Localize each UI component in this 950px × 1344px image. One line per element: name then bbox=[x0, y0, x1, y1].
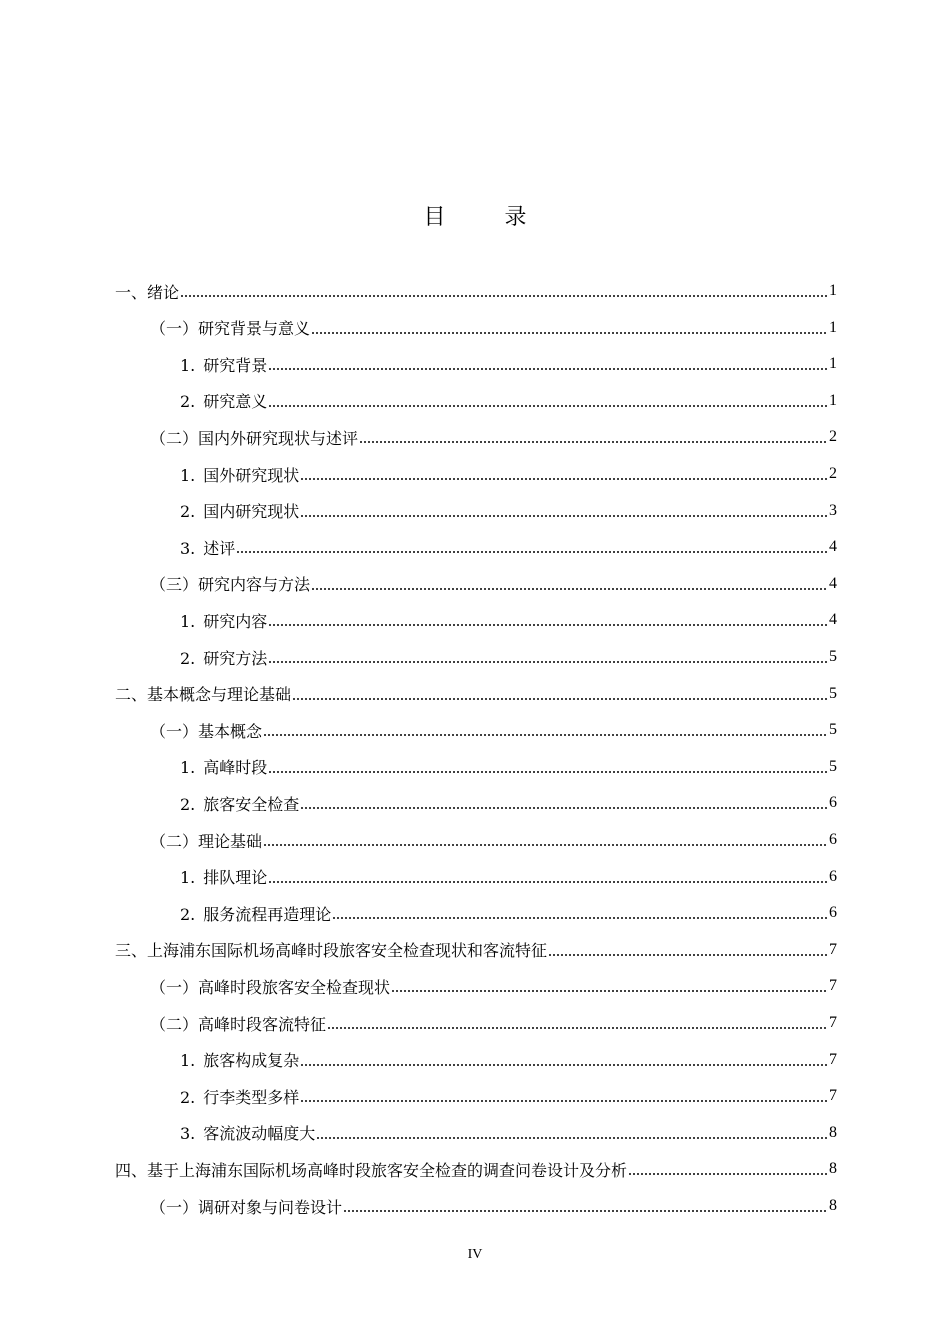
toc-entry-text: （三）研究内容与方法 bbox=[150, 575, 311, 595]
dot-leader bbox=[343, 1203, 828, 1213]
toc-entry-text: 行李类型多样 bbox=[203, 1087, 300, 1107]
toc-entry-number: 1. bbox=[180, 611, 196, 631]
page-title: 目 录 bbox=[423, 205, 553, 230]
dot-leader bbox=[332, 910, 828, 920]
dot-leader bbox=[311, 325, 828, 335]
toc-entry-label bbox=[180, 646, 267, 669]
dot-leader bbox=[268, 398, 828, 408]
toc-entry-page: 5 bbox=[829, 684, 837, 702]
dot-leader bbox=[268, 764, 828, 774]
toc-entry[interactable] bbox=[180, 1078, 837, 1114]
toc-entry-label bbox=[180, 902, 331, 925]
toc-entry[interactable] bbox=[180, 383, 837, 419]
toc-entry[interactable] bbox=[180, 1115, 837, 1151]
toc-entry[interactable] bbox=[150, 1005, 837, 1041]
toc-entry-page: 1 bbox=[829, 318, 837, 336]
toc-entry-label bbox=[180, 353, 267, 376]
toc-entry-text: 研究意义 bbox=[203, 392, 268, 412]
toc-entry[interactable] bbox=[180, 456, 837, 492]
toc-entry[interactable] bbox=[115, 273, 837, 309]
toc-entry-page: 6 bbox=[829, 867, 837, 885]
toc-entry[interactable] bbox=[150, 712, 837, 748]
toc-entry-page: 3 bbox=[829, 501, 837, 519]
dot-leader bbox=[300, 471, 828, 481]
toc-entry-page: 1 bbox=[829, 355, 837, 373]
toc-entry[interactable] bbox=[180, 529, 837, 565]
toc-entry-text: 排队理论 bbox=[203, 868, 268, 888]
toc-entry-text: 一、绪论 bbox=[115, 282, 180, 302]
toc-entry[interactable] bbox=[150, 822, 837, 858]
toc-entry-page: 7 bbox=[829, 1087, 837, 1105]
toc-entry-label bbox=[180, 865, 267, 888]
toc-entry-text: （二）高峰时段客流特征 bbox=[150, 1014, 327, 1034]
toc-entry-label bbox=[180, 389, 267, 412]
toc-entry[interactable] bbox=[180, 602, 837, 638]
toc-entry[interactable] bbox=[180, 785, 837, 821]
dot-leader bbox=[268, 361, 828, 371]
toc-entry-page: 5 bbox=[829, 721, 837, 739]
toc-entry[interactable] bbox=[180, 859, 837, 895]
toc-entry-text: （一）研究背景与意义 bbox=[150, 319, 311, 339]
toc-entry[interactable] bbox=[150, 310, 837, 346]
toc-entry-number: 1. bbox=[180, 1051, 196, 1071]
toc-entry-text: 旅客构成复杂 bbox=[203, 1051, 300, 1071]
toc-entry-page: 8 bbox=[829, 1160, 837, 1178]
toc-entry-label bbox=[180, 463, 299, 486]
dot-leader bbox=[391, 983, 828, 993]
dot-leader bbox=[263, 837, 828, 847]
dot-leader bbox=[316, 1130, 828, 1140]
toc-entry-label bbox=[115, 280, 179, 303]
toc-entry-text: 研究内容 bbox=[203, 611, 268, 631]
toc-entry[interactable] bbox=[115, 676, 837, 712]
toc-entry-page: 5 bbox=[829, 757, 837, 775]
dot-leader bbox=[300, 800, 828, 810]
toc-entry-number: 3. bbox=[180, 1124, 196, 1144]
toc-entry-number: 2. bbox=[180, 794, 196, 814]
toc-entry-label bbox=[115, 682, 291, 705]
toc-entry[interactable] bbox=[180, 639, 837, 675]
toc-entry-page: 4 bbox=[829, 611, 837, 629]
page-number-footer: IV bbox=[467, 1247, 483, 1262]
toc-entry-label bbox=[180, 609, 267, 632]
toc-entry-text: 高峰时段 bbox=[203, 758, 268, 778]
toc-entry-page: 7 bbox=[829, 1014, 837, 1031]
toc-entry[interactable] bbox=[180, 895, 837, 931]
dot-leader bbox=[628, 1166, 828, 1176]
toc-entry-number: 3. bbox=[180, 538, 196, 558]
toc-entry-label bbox=[150, 829, 262, 852]
toc-entry-label bbox=[180, 792, 299, 815]
toc-entry-text: 服务流程再造理论 bbox=[203, 904, 332, 924]
toc-entry-page: 4 bbox=[829, 538, 837, 556]
toc-entry-text: （一）基本概念 bbox=[150, 721, 263, 741]
dot-leader bbox=[359, 434, 828, 444]
toc-entry-number: 2. bbox=[180, 648, 196, 668]
toc-entry-page: 5 bbox=[829, 648, 837, 665]
toc-entry[interactable] bbox=[115, 932, 837, 968]
toc-entry-text: （二）国内外研究现状与述评 bbox=[150, 428, 359, 448]
dot-leader bbox=[311, 581, 828, 591]
toc-entry-page: 6 bbox=[829, 794, 837, 812]
dot-leader bbox=[268, 654, 828, 664]
toc-entry-label bbox=[180, 499, 299, 522]
toc-entry[interactable] bbox=[115, 1151, 837, 1187]
toc-entry-text: 述评 bbox=[203, 538, 236, 558]
toc-entry-text: 国外研究现状 bbox=[203, 465, 300, 485]
dot-leader bbox=[300, 508, 828, 518]
toc-entry-page: 8 bbox=[829, 1197, 837, 1214]
toc-entry-text: （一）高峰时段旅客安全检查现状 bbox=[150, 977, 391, 997]
toc-entry-label bbox=[180, 1048, 299, 1071]
toc-entry-page: 8 bbox=[829, 1123, 837, 1141]
toc-entry-text: 三、上海浦东国际机场高峰时段旅客安全检查现状和客流特征 bbox=[115, 941, 548, 961]
toc-entry-page: 6 bbox=[829, 904, 837, 922]
toc-entry[interactable] bbox=[150, 419, 837, 455]
toc-entry-page: 7 bbox=[829, 977, 837, 995]
toc-entry[interactable] bbox=[150, 1188, 837, 1224]
toc-entry-page: 7 bbox=[829, 940, 837, 958]
toc-entry-text: 客流波动幅度大 bbox=[203, 1124, 316, 1144]
toc-entry-label bbox=[180, 1121, 315, 1144]
toc-entry[interactable] bbox=[150, 566, 837, 602]
toc-entry-text: 国内研究现状 bbox=[203, 502, 300, 522]
toc-entry-label bbox=[180, 755, 267, 778]
toc-entry-text: 二、基本概念与理论基础 bbox=[115, 685, 292, 705]
toc-entry-page: 1 bbox=[829, 391, 837, 409]
toc-entry[interactable] bbox=[180, 493, 837, 529]
toc-entry[interactable] bbox=[180, 1042, 837, 1078]
toc-entry-page: 2 bbox=[829, 465, 837, 482]
toc-entry-label bbox=[180, 1085, 299, 1108]
toc-entry-text: 四、基于上海浦东国际机场高峰时段旅客安全检查的调查问卷设计及分析 bbox=[115, 1160, 628, 1180]
toc-entry-label bbox=[180, 536, 235, 559]
toc-entry-number: 1. bbox=[180, 868, 196, 888]
toc-entry-number: 2. bbox=[180, 904, 196, 924]
toc-entry-label bbox=[150, 719, 262, 742]
dot-leader bbox=[236, 544, 828, 554]
toc-entry-page: 1 bbox=[829, 282, 837, 299]
dot-leader bbox=[300, 1057, 828, 1067]
toc-entry-number: 2. bbox=[180, 502, 196, 522]
toc-entry[interactable] bbox=[150, 968, 837, 1004]
toc-entry-text: （一）调研对象与问卷设计 bbox=[150, 1197, 343, 1217]
toc-entry-label bbox=[150, 572, 310, 595]
dot-leader bbox=[300, 1093, 828, 1103]
toc-entry[interactable] bbox=[180, 346, 837, 382]
dot-leader bbox=[292, 691, 828, 701]
dot-leader bbox=[268, 874, 828, 884]
toc-entry-number: 2. bbox=[180, 1087, 196, 1107]
toc-entry-label bbox=[150, 1195, 342, 1218]
dot-leader bbox=[327, 1020, 828, 1030]
toc-entry-page: 7 bbox=[829, 1050, 837, 1068]
toc-entry-label bbox=[150, 426, 358, 449]
toc-entry-number: 1. bbox=[180, 355, 196, 375]
toc-entry-number: 1. bbox=[180, 758, 196, 778]
toc-entry-page: 6 bbox=[829, 831, 837, 848]
toc-entry[interactable] bbox=[180, 749, 837, 785]
toc-entry-label bbox=[150, 975, 390, 998]
toc-entry-label bbox=[150, 316, 310, 339]
toc-entry-text: 研究方法 bbox=[203, 648, 268, 668]
toc-entry-text: 旅客安全检查 bbox=[203, 794, 300, 814]
toc-entry-text: 研究背景 bbox=[203, 355, 268, 375]
toc-entry-label bbox=[115, 1158, 627, 1181]
dot-leader bbox=[548, 947, 828, 957]
toc-entry-text: （二）理论基础 bbox=[150, 831, 263, 851]
toc-entry-label bbox=[115, 938, 547, 961]
toc-entry-label bbox=[150, 1012, 326, 1035]
dot-leader bbox=[263, 727, 828, 737]
toc-entry-number: 2. bbox=[180, 392, 196, 412]
dot-leader bbox=[180, 288, 828, 298]
toc-entry-page: 2 bbox=[829, 428, 837, 446]
toc-entry-number: 1. bbox=[180, 465, 196, 485]
toc-entry-page: 4 bbox=[829, 574, 837, 592]
dot-leader bbox=[268, 617, 828, 627]
